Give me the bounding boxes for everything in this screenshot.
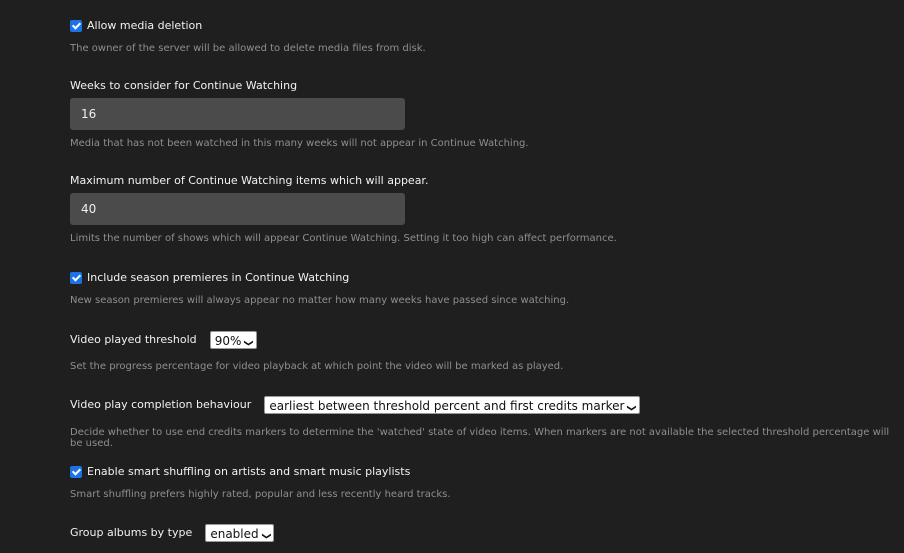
group-albums-value: enabled (210, 526, 259, 541)
season-premieres-checkbox[interactable] (70, 272, 82, 284)
allow-media-deletion-label: Allow media deletion (87, 19, 203, 32)
chevron-down-icon: ❯ (243, 338, 254, 347)
weeks-continue-watching-label: Weeks to consider for Continue Watching (70, 79, 298, 92)
video-played-threshold-value: 90% (214, 333, 242, 348)
video-played-threshold-select[interactable] (210, 331, 257, 349)
video-played-threshold-label: Video played threshold (70, 333, 197, 346)
smart-shuffling-help: Smart shuffling prefers highly rated, popular and less recently heard tracks. (70, 489, 451, 500)
chevron-down-icon: ❯ (626, 403, 637, 412)
smart-shuffling-label: Enable smart shuffling on artists and smart music playlists (87, 465, 411, 478)
max-continue-watching-help: Limits the number of shows which will appear Continue Watching. Setting it too high can affect performance. (70, 233, 617, 244)
video-played-threshold-help: Set the progress percentage for video playback at which point the video will be marked as played. (70, 361, 564, 372)
weeks-continue-watching-input[interactable]: 16 (70, 98, 405, 130)
smart-shuffling-row[interactable] (70, 461, 410, 480)
video-play-completion-label: Video play completion behaviour (70, 398, 252, 411)
video-play-completion-help: Decide whether to use end credits markers to determine the 'watched' state of video items. When markers are not available the selected threshold percentage will be used. (70, 427, 890, 449)
group-albums-row (70, 522, 274, 542)
group-albums-select[interactable] (205, 524, 274, 542)
season-premieres-help: New season premieres will always appear no matter how many weeks have passed since watching. (70, 295, 570, 306)
max-continue-watching-label: Maximum number of Continue Watching items which will appear. (70, 174, 429, 187)
group-albums-label: Group albums by type (70, 526, 193, 539)
smart-shuffling-checkbox[interactable] (70, 466, 82, 478)
video-play-completion-select[interactable] (264, 396, 640, 414)
video-play-completion-value: earliest between threshold percent and first credits marker (269, 398, 625, 413)
chevron-down-icon: ❯ (260, 531, 271, 540)
allow-media-deletion-row[interactable] (70, 15, 202, 34)
video-play-completion-row (70, 394, 640, 414)
max-continue-watching-input[interactable]: 40 (70, 193, 405, 225)
video-played-threshold-row (70, 329, 257, 349)
allow-media-deletion-checkbox[interactable] (70, 20, 82, 32)
weeks-continue-watching-help: Media that has not been watched in this many weeks will not appear in Continue Watching. (70, 138, 529, 149)
season-premieres-label: Include season premieres in Continue Watching (87, 271, 350, 284)
allow-media-deletion-help: The owner of the server will be allowed to delete media files from disk. (70, 43, 426, 54)
season-premieres-row[interactable] (70, 267, 349, 286)
